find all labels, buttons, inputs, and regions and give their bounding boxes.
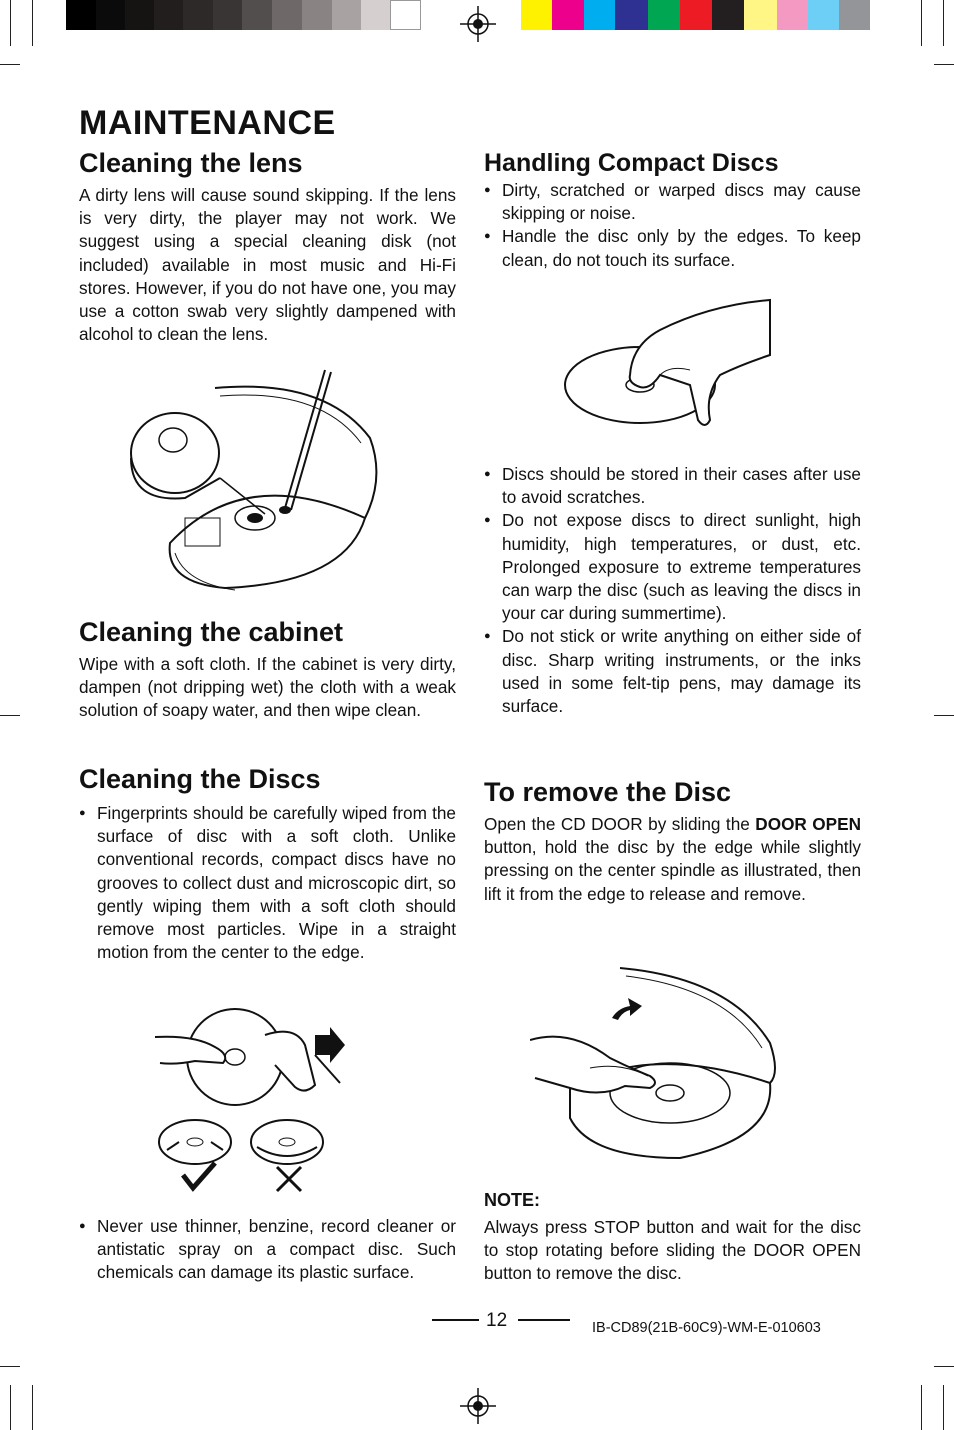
color-swatch [808, 0, 839, 30]
list-item: ● Do not stick or write anything on either side of disc. Sharp writing instruments, or the inks used in some felt-tip pens, may damage its surface. [484, 625, 861, 718]
gray-swatch [242, 0, 272, 30]
footer-rule-right [518, 1319, 570, 1321]
remove-heading: To remove the Disc [484, 777, 732, 807]
cabinet-heading: Cleaning the cabinet [79, 617, 344, 647]
remove-text-start: Open the CD DOOR by sliding the [484, 814, 756, 834]
gray-swatch [332, 0, 361, 30]
gray-swatch [302, 0, 332, 30]
color-swatch [615, 0, 648, 30]
list-item: ● Dirty, scratched or warped discs may cause skipping or noise. [484, 179, 861, 225]
gray-swatch [361, 0, 390, 30]
discs-bullet-list-2 [79, 1215, 456, 1285]
crop-mark [943, 1385, 944, 1430]
page-number: 12 [486, 1310, 508, 1331]
removing-disc-illustration [530, 958, 790, 1168]
crop-mark [921, 0, 922, 46]
list-item: ● Handle the disc only by the edges. To keep clean, do not touch its surface. [484, 225, 861, 271]
list-item: ● Discs should be stored in their cases after use to avoid scratches. [484, 463, 861, 509]
handling-bullet-list-1 [484, 179, 861, 272]
note-text: Always press STOP button and wait for the disc to stop rotating before sliding the DOOR OPEN button to remove the disc. [484, 1217, 861, 1284]
door-open-label: DOOR OPEN [755, 814, 862, 834]
gray-swatch [125, 0, 154, 30]
gray-swatch [390, 0, 421, 30]
gray-swatch [213, 0, 242, 30]
lens-heading: Cleaning the lens [79, 148, 303, 178]
list-item: ● Fingerprints should be carefully wiped from the surface of disc with a soft cloth. Unlike conventional records, compact discs have no grooves to collect dust and microscopic dirt, so gently wiping them with a soft cloth should remove most particles. Wipe in a straight motion from the center to the edge. [79, 802, 456, 964]
registration-mark-icon [460, 1388, 496, 1424]
handling-heading: Handling Compact Discs [484, 149, 779, 177]
color-swatch [777, 0, 808, 30]
grayscale-color-bar [66, 0, 421, 30]
crop-mark [10, 1385, 11, 1430]
holding-disc-illustration [560, 295, 775, 435]
crop-mark [934, 64, 954, 65]
remove-text [484, 813, 861, 906]
gray-swatch [183, 0, 213, 30]
wiping-disc-illustration [155, 1005, 355, 1205]
discs-heading: Cleaning the Discs [79, 764, 321, 794]
crop-mark [934, 1366, 954, 1367]
crop-mark [0, 1366, 20, 1367]
discs-bullet-list [79, 802, 456, 964]
crop-mark [934, 715, 954, 716]
color-swatch [839, 0, 870, 30]
note-title: NOTE: [484, 1190, 540, 1210]
crop-mark [10, 0, 11, 46]
process-color-bar [521, 0, 870, 30]
color-swatch [552, 0, 584, 30]
color-swatch [712, 0, 744, 30]
gray-swatch [154, 0, 183, 30]
crop-mark [943, 0, 944, 46]
gray-swatch [66, 0, 96, 30]
crop-mark [0, 64, 20, 65]
document-id: IB-CD89(21B-60C9)-WM-E-010603 [592, 1320, 821, 1336]
color-swatch [584, 0, 615, 30]
lens-text: A dirty lens will cause sound skipping. If the lens is very dirty, the player may not work. We suggest using a special cleaning disk (not included) available in most music and Hi-Fi stores. However, if you do not have one, you may use a cotton swab very slightly dampened with alcohol to clean the lens. [79, 185, 456, 345]
color-swatch [744, 0, 777, 30]
page-title: MAINTENANCE [79, 104, 336, 142]
footer-rule-left [432, 1319, 479, 1321]
color-swatch [648, 0, 680, 30]
color-swatch [680, 0, 712, 30]
cabinet-text: Wipe with a soft cloth. If the cabinet is very dirty, dampen (not dripping wet) the cloth with a weak solution of soapy water, and then wipe clean. [79, 654, 456, 721]
gray-swatch [272, 0, 302, 30]
crop-mark [32, 1385, 33, 1430]
remove-text-end: button, hold the disc by the edge while slightly pressing on the center spindle as illustrated, then lift it from the edge to release and remove. [484, 837, 861, 904]
color-swatch [521, 0, 552, 30]
registration-mark-icon [460, 6, 496, 42]
crop-mark [921, 1385, 922, 1430]
handling-bullet-list-2 [484, 463, 861, 718]
crop-mark [32, 0, 33, 46]
gray-swatch [96, 0, 125, 30]
crop-mark [0, 715, 20, 716]
cleaning-lens-illustration [125, 368, 385, 598]
list-item: ● Never use thinner, benzine, record cleaner or antistatic spray on a compact disc. Such chemicals can damage its plastic surface. [79, 1215, 456, 1285]
list-item: ● Do not expose discs to direct sunlight, high humidity, high temperatures, or dust, etc. Prolonged exposure to extreme temperatures can warp the disc (such as leaving the discs in your car during summertime). [484, 509, 861, 625]
